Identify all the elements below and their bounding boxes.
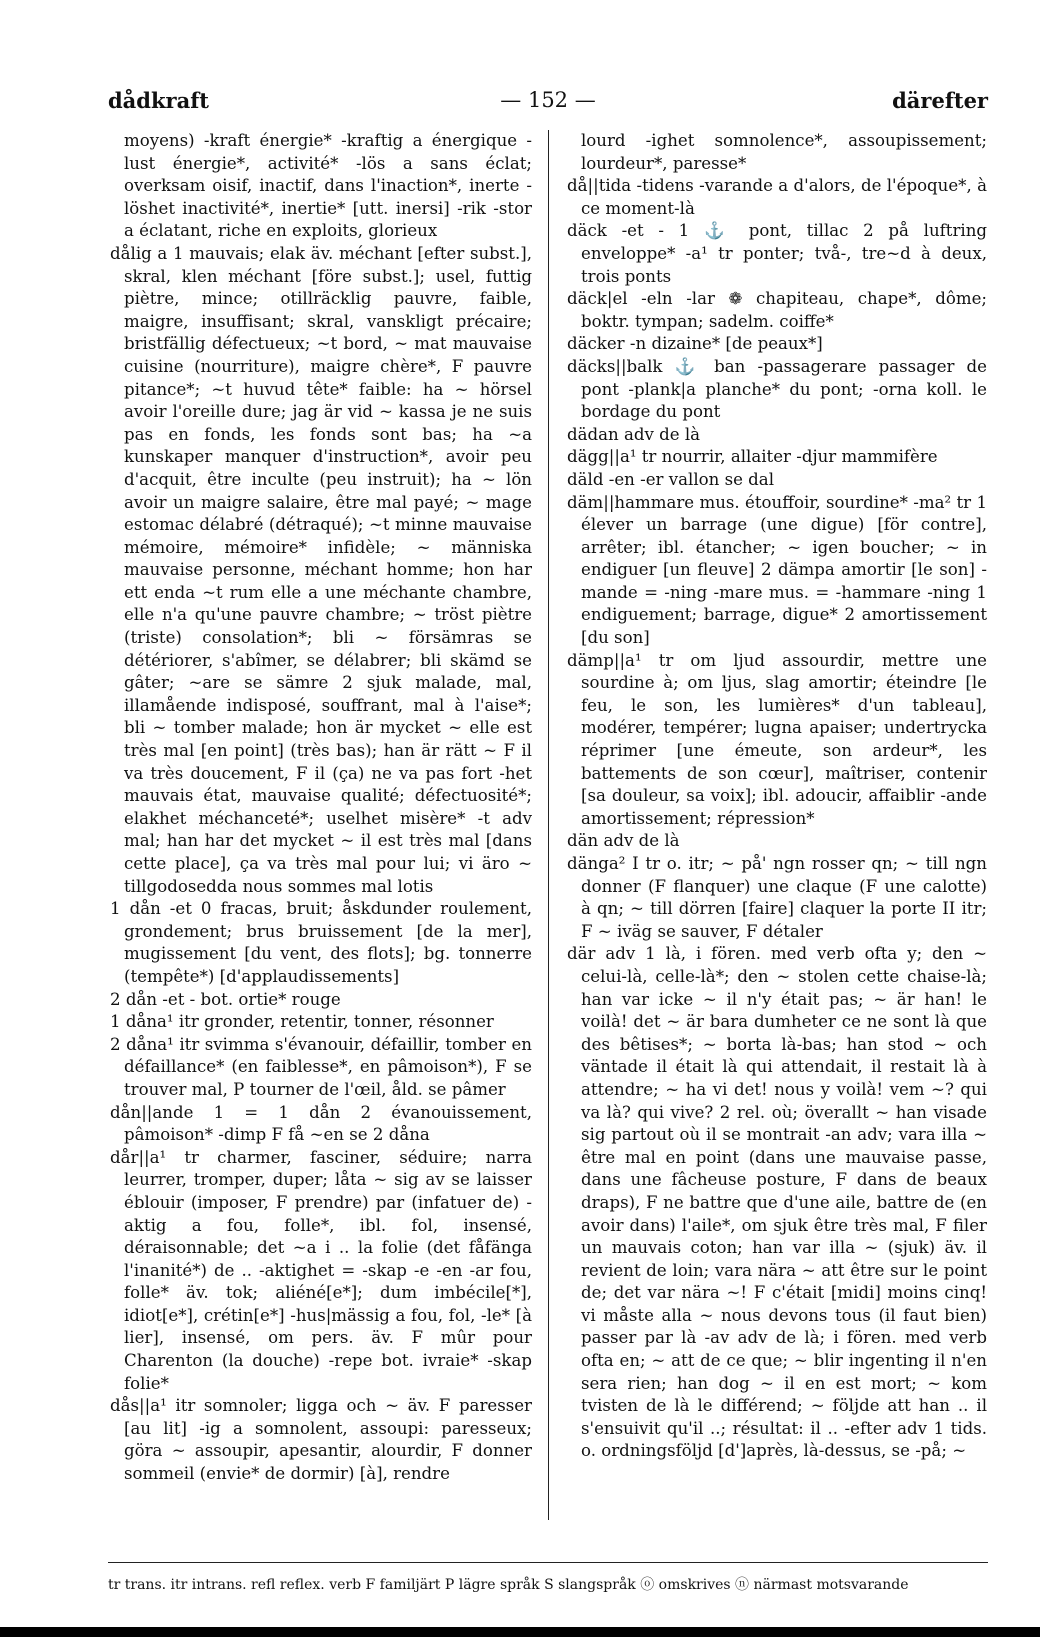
dictionary-entry: 1 dån -et 0 fracas, bruit; åskdunder roulement, grondement; brus bruissement [de la mer], mugissement [du vent, des flots]; bg. tonnerre (tempête*) [d'applaudissements]: [110, 899, 532, 986]
dictionary-entry: däcker -n dizaine* [de peaux*]: [567, 334, 823, 354]
dictionary-entry: däcks||balk ⚓ ban -passagerare passager de pont -plank|a planche* du pont; -orna koll. le bordage du pont: [567, 356, 987, 422]
dictionary-entry: 2 dån -et - bot. ortie* rouge: [110, 989, 341, 1009]
dictionary-entry: dän adv de là: [567, 831, 680, 851]
left-column: [110, 130, 532, 1525]
dictionary-entry: dägg||a¹ tr nourrir, allaiter -djur mammifère: [567, 447, 938, 467]
dictionary-entry: dädan adv de là: [567, 424, 701, 444]
dictionary-entry: dår||a¹ tr charmer, fasciner, séduire; narra leurrer, tromper, duper; låta ~ sig av se laisser éblouir (imposer, F prendre) par (infatuer de) -aktig a fou, folle*, ibl. fol, insensé, déraisonnable; det ~a i .. la folie (det fåfänga l'inanité*) de .. -aktighet = -skap -e -en -ar fou, folle* äv. tok; aliéné[e*]; dum imbécile[*], idiot[e*], crétin[e*] -hus|mässig a fou, fol, -le* [à lier], insensé, om pers. äv. F mûr pour Charenton (la douche) -repe bot. ivraie* -skap folie*: [110, 1147, 532, 1393]
dictionary-entry: moyens) -kraft énergie* -kraftig a énergique -lust énergie*, activité* -lös a sans éclat; overksam oisif, inactif, dans l'inaction*, inerte -löshet inactivité*, inertie* [utt. inersi] -rik -stor a éclatant, riche en exploits, glorieux: [124, 131, 532, 241]
dictionary-entry: dämp||a¹ tr om ljud assourdir, mettre une sourdine à; om ljus, slag amortir; éteindre [le feu, le son, les lumières* d'un tableau], modérer, tempérer; lugna apaiser; undertrycka réprimer [une émeute, son ardeur*, les battements de son cœur], maîtriser, contenir [sa douleur, sa voix]; ibl. adoucir, affaiblir -ande amortissement; répression*: [567, 650, 987, 828]
scan-edge: [0, 1627, 1040, 1637]
abbreviation-legend: tr trans. itr intrans. refl reflex. verb F familjärt P lägre språk S slangspråk ⓞ omskrives ⓝ närmast motsvarande: [108, 1577, 909, 1593]
dictionary-entry: då||tida -tidens -varande a d'alors, de l'époque*, à ce moment-là: [567, 176, 987, 218]
dictionary-entry: lourd -ighet somnolence*, assoupissement; lourdeur*, paresse*: [581, 131, 987, 173]
dictionary-entry: däm||hammare mus. étouffoir, sourdine* -ma² tr 1 élever un barrage (une digue) [för contre], arrêter; ibl. étancher; ~ igen boucher; ~ in endiguer [un fleuve] 2 dämpa amortir [le son] -mande = -ning -mare mus. = -hammare -ning 1 endiguement; barrage, digue* 2 amortissement [du son]: [567, 492, 987, 648]
dictionary-entry: däck -et - 1 ⚓ pont, tillac 2 på luftring enveloppe* -a¹ tr ponter; två-, tre~d à deux, trois ponts: [567, 221, 987, 286]
header-right-guideword: därefter: [892, 88, 988, 113]
dictionary-entry: däck|el -eln -lar ❁ chapiteau, chape*, dôme; boktr. tympan; sadelm. coiffe*: [567, 289, 987, 331]
dictionary-entry: 1 dåna¹ itr gronder, retentir, tonner, résonner: [110, 1012, 494, 1032]
header-left-guideword: dådkraft: [108, 88, 209, 113]
dictionary-entry: dänga² I tr o. itr; ~ på' ngn rosser qn; ~ till ngn donner (F flanquer) une claque (F une calotte) à qn; ~ till dörren [faire] claquer la porte II itr; F ~ iväg se sauver, F détaler: [567, 854, 987, 941]
page-number: — 152 —: [500, 88, 596, 112]
dictionary-entry: däld -en -er vallon se dal: [567, 469, 775, 489]
right-column: [567, 130, 987, 1525]
dictionary-entry: dålig a 1 mauvais; elak äv. méchant [efter subst.], skral, klen méchant [före subst.]; usel, futtig piètre, mince; otillräcklig pauvre, faible, maigre, insuffisant; skral, vanskligt précaire; bristfällig défectueux; ~t bord, ~ mat mauvaise cuisine (nourriture), maigre chère*, F pauvre pitance*; ~t huvud tête* faible: ha ~ hörsel avoir l'oreille dure; jag är vid ~ kassa je ne suis pas en fonds, les fonds sont bas; ha ~a kunskaper manquer d'instruction*, avoir peu d'acquit, être inculte (peu instruit); ha ~ lön avoir un maigre salaire, être mal payé; ~ mage estomac délabré (détraqué); ~t minne mauvaise mémoire, mémoire* infidèle; ~ människa mauvaise personne, méchant homme; hon har ett enda ~t rum elle a une méchante chambre, elle n'a qu'une pauvre chambre; ~ tröst piètre (triste) consolation*; bli ~ försämras se détériorer, s'abîmer, se délabrer; bli skämd se gâter; ~are se sämre 2 sjuk malade, mal, illamående indisposé, souffrant, mal à l'aise*; bli ~ tomber malade; hon är mycket ~ elle est très mal [en point] (très bas); han är rätt ~ F il va très doucement, F il (ça) ne va pas fort -het mauvais état, mauvaise qualité; défectuosité*; elakhet méchanceté*; uselhet misère* -t adv mal; han har det mycket ~ il est très mal [dans cette place], ça va très mal pour lui; vi äro ~ tillgodosedda nous sommes mal lotis: [110, 243, 532, 896]
dictionary-entry: 2 dåna¹ itr svimma s'évanouir, défaillir, tomber en défaillance* (en faiblesse*, en pâmoison*), F se trouver mal, P tourner de l'œil, åld. se pâmer: [110, 1034, 532, 1099]
dictionary-entry: dån||ande 1 = 1 dån 2 évanouissement, pâmoison* -dimp F få ~en se 2 dåna: [110, 1102, 532, 1145]
dictionary-entry: dås||a¹ itr somnoler; ligga och ~ äv. F paresser [au lit] -ig a somnolent, assoupi: paresseux; göra ~ assoupir, apesantir, alourdir, F donner sommeil (envie* de dormir) [à], rendre: [110, 1396, 532, 1484]
footer-rule: [108, 1562, 988, 1563]
dictionary-entry: där adv 1 là, i fören. med verb ofta y; den ~ celui-là, celle-là*; den ~ stolen cette chaise-là; han var icke ~ il n'y était pas; ~ är han! le voilà! det ~ är bara dumheter ce ne sont là que des bêtises*; ~ borta là-bas; han stod ~ och väntade il était là qui attendait, il restait là à attendre; ~ ha vi det! nous y voilà! vem ~? qui va là? qui vive? 2 rel. où; överallt ~ han visade sig partout où il se montrait -an adv; vara illa ~ être mal en point (dans une mauvaise passe, dans une fâcheuse posture, F dans de beaux draps), F ne battre que d'une aile, battre de (en avoir dans) l'aile*, om sjuk être très mal, F filer un mauvais coton; han var illa ~ (sjuk) äv. il revient de loin; vara nära ~ att être sur le point de; det var nära ~! F c'était [midi] moins cinq! vi måste alla ~ nous devons tous (il faut bien) passer par là -av adv de là; i fören. med verb ofta en; ~ att de ce que; ~ blir ingenting il n'en sera rien; han dog ~ il en est mort; ~ kom tvisten de là le différend; ~ följde att han .. il s'ensuivit qu'il ..; résultat: il .. -efter adv 1 tids. o. ordningsföljd [d']après, là-dessus, se -på; ~: [567, 944, 987, 1461]
column-divider: [548, 130, 549, 1520]
page-header: [108, 88, 988, 120]
